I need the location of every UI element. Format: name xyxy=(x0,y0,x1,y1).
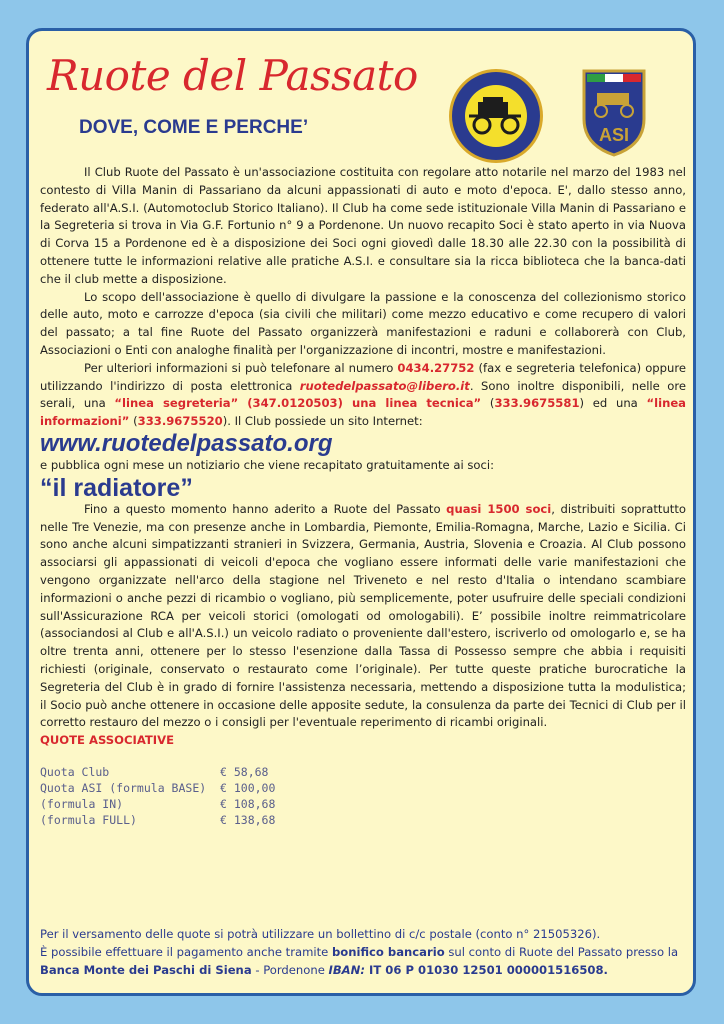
info-line-number: 333.9675520 xyxy=(137,414,223,429)
main-content xyxy=(40,164,686,828)
payment-footer xyxy=(40,925,686,979)
flyer-sheet xyxy=(26,28,696,996)
line-secretary: “linea segreteria” (347.0120503) una linea tecnica” xyxy=(114,396,482,411)
club-logo-icon xyxy=(447,67,545,165)
newsletter-text: e pubblica ogni mese un notiziario che viene recapitato gratuitamente ai soci: xyxy=(40,457,494,472)
technical-line-number: 333.9675581 xyxy=(494,396,580,411)
quote-row: (formula FULL) € 138,68 xyxy=(40,812,276,827)
page-subtitle: DOVE, COME E PERCHE’ xyxy=(79,117,309,138)
asi-logo-text: ASI xyxy=(598,125,630,145)
newsletter-name: “il radiatore” xyxy=(40,473,193,502)
paragraph-purpose: Lo scopo dell'associazione è quello di divulgare la passione e la conoscenza del collezionismo storico delle auto, moto e carrozze d'epoca (sia civili che militari) come mezzo educativo e come recupero di valori del passato; a tal fine Ruote del Passato organizzerà manifestazioni e raduni e collaborerà con Club, Associazioni o Enti con analoghe finalità per l'organizzazione di incontri, mostre e manifestazioni. xyxy=(40,289,686,357)
iban-code: IT 06 P 01030 12501 000001516508. xyxy=(365,963,608,977)
info-line: “linea informazioni” xyxy=(40,396,687,429)
members-count: quasi 1500 soci xyxy=(446,501,552,516)
postal-payment-text: Per il versamento delle quote si potrà utilizzare un bollettino di c/c postale (conto n° 21505326). xyxy=(40,927,601,941)
page-title: Ruote del Passato xyxy=(47,51,418,100)
bank-payment-text: È possibile effettuare il pagamento anche tramite bonifico bancario sul conto di Ruote del Passato presso la Banca Monte dei Paschi di Siena - Pordenone IBAN: IT 06 P 01030 12501 000001516508. xyxy=(40,945,679,977)
paragraph-intro: Il Club Ruote del Passato è un'associazione costituita con regolare atto notarile nel marzo del 1983 nel contesto di Villa Manin di Passariano da alcuni appassionati di auto e moto d'epoca. E', dallo stesso anno, federato all'A.S.I. (Automotoclub Storico Italiano). Il Club ha come sede istituzionale Villa Manin di Passariano e la Segreteria si trova in Via G.F. Fortunio n° 9 a Pordenone. Un nuovo recapito Soci è stato aperto in via Nuova di Corva 15 a Pordenone ed è a disposizione dei Soci ogni giovedì dalle 18.30 alle 22.30 con la possibilità di ottenere tutte le informazioni relative alle pratiche A.S.I. e consultare sia la ricca biblioteca che la banca-dati che il club mette a disposizione. xyxy=(40,165,686,286)
quote-row: Quota ASI (formula BASE) € 100,00 xyxy=(40,780,276,795)
asi-shield-icon xyxy=(581,67,647,157)
email-link[interactable]: ruotedelpassato@libero.it xyxy=(299,378,470,393)
quote-row: Quota Club € 58,68 xyxy=(40,764,269,779)
paragraph-members: Fino a questo momento hanno aderito a Ruote del Passato quasi 1500 soci, distribuiti soprattutto nelle Tre Venezie, ma con presenze anche in Lombardia, Piemonte, Emilia-Romagna, Marche, Lazio e Sicilia. Ci sono anche alcuni simpatizzanti stranieri in Svizzera, Germania, Austria, Slovenia e Croazia. Al Club possono associarsi gli appassionati di veicoli d'epoca che vogliano essere informati delle varie manifestazioni che vengono organizzate nell'arco della stagione nel Triveneto e nel resto d'Italia o intendano scambiare informazioni o anche pezzi di ricambio o vogliano, più semplicemente, poter usufruire delle speciali condizioni sull'Assicurazione RCA per veicoli storici (omologati od omologabili). E’ possibile inoltre reimmatricolare (associandosi al Club e all'A.S.I.) un veicolo radiato o proveniente dall'estero, iscriverlo od omologarlo e, se ha oltre trenta anni, ottenere per lo stesso l'esenzione dalla Tassa di Possesso sempre che abbia i requisiti richiesti (originale, conservato o restaurato come l’originale). Per tutte queste pratiche burocratiche la Segreteria del Club è in grado di fornire l'assistenza necessaria, mettendo a disposizione tutta la modulistica; il Socio può anche ottenere in occasione delle apposite sedute, la consulenza da parte dei Tecnici di Club per il corretto restauro del mezzo o i consigli per l'eventuale reperimento di ricambi originali. xyxy=(40,501,686,730)
quotes-heading: QUOTE ASSOCIATIVE xyxy=(40,733,175,748)
bank-name: Banca Monte dei Paschi di Siena xyxy=(40,963,252,977)
quote-row: (formula IN) € 108,68 xyxy=(40,796,276,811)
website-link[interactable]: www.ruotedelpassato.org xyxy=(40,429,333,457)
phone-number: 0434.27752 xyxy=(397,360,475,375)
quotes-table xyxy=(40,764,686,828)
paragraph-contacts: Per ulteriori informazioni si può telefonare al numero 0434.27752 (fax e segreteria telefonica) oppure utilizzando l'indirizzo di posta elettronica ruotedelpassato@libero.it. Sono inoltre disponibili, nelle ore serali, una “linea segreteria” (347.0120503) una linea tecnica” (333.9675581) ed una “linea informazioni” (333.9675520). Il Club possiede un sito Internet: xyxy=(40,360,687,429)
